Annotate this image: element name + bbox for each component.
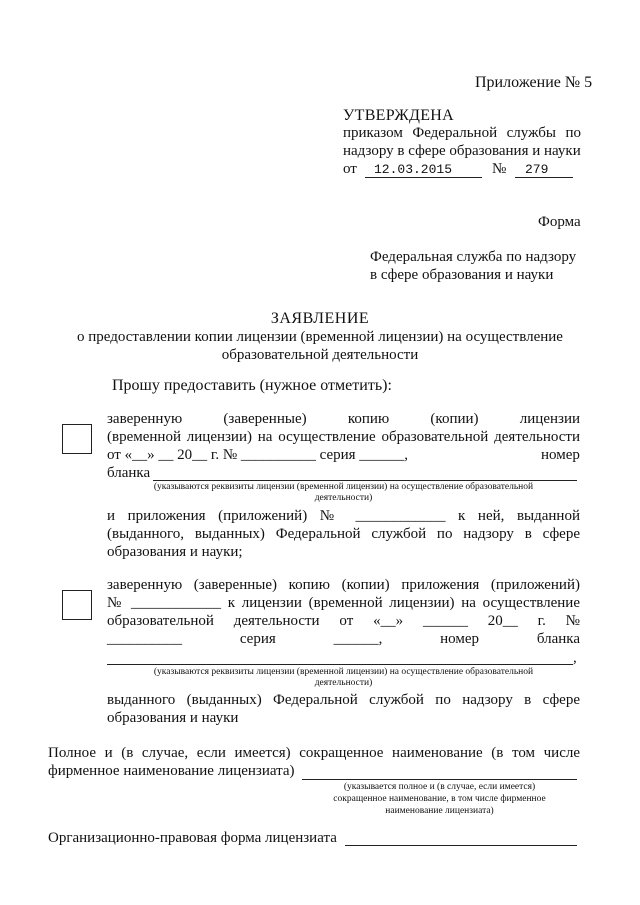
order-date: 12.03.2015 (374, 162, 453, 177)
option1-line-6: (выданного, выданных) Федеральной службой по надзору в сфере (107, 526, 580, 542)
order-number-sign: № (492, 161, 507, 177)
form-label: Форма (538, 214, 581, 230)
licensee-name-hint-2: сокращенное наименование, в том числе фирменное (333, 794, 546, 804)
order-line-1: приказом Федеральной службы по (343, 125, 581, 141)
order-date-prefix: от (343, 161, 357, 177)
option1-number-label: номер (541, 447, 580, 463)
document-subtitle-2: образовательной деятельности (221, 347, 419, 363)
option1-line-2: (временной лицензии) на осуществление образовательной деятельности (107, 429, 580, 445)
order-date-underline (365, 177, 482, 178)
option1-hint-1: (указываются реквизиты лицензии (временной лицензии) на осуществление образовательной (153, 482, 534, 492)
licensee-name-line-2: фирменное наименование лицензиата) (48, 763, 295, 779)
licensee-name-hint-1: (указывается полное и (в случае, если имеется) (343, 782, 536, 792)
option2-line-5: выданного (выданных) Федеральной службой по надзору в сфере (107, 692, 580, 708)
option1-checkbox[interactable] (62, 424, 92, 454)
option2-field-comma: , (573, 650, 577, 666)
option1-blank-label: бланка (107, 465, 151, 481)
legal-form-label: Организационно-правовая форма лицензиата (48, 830, 337, 846)
option2-requisites-field[interactable] (107, 664, 573, 665)
order-number: 279 (525, 162, 549, 177)
option1-line-3: от «__» __ 20__ г. № __________ серия ______, (107, 447, 409, 463)
option1-line-5: и приложения (приложений) № ____________ к ней, выданной (107, 508, 580, 524)
order-line-2: надзору в сфере образования и науки (343, 143, 581, 159)
order-number-underline (515, 177, 573, 178)
approved-label: УТВЕРЖДЕНА (343, 107, 455, 124)
option1-line-1: заверенную (заверенные) копию (копии) лицензии (107, 411, 580, 427)
authority-line-2: в сфере образования и науки (370, 267, 554, 283)
licensee-name-line-1: Полное и (в случае, если имеется) сокращенное наименование (в том числе (48, 745, 580, 761)
licensee-name-field[interactable] (302, 779, 577, 780)
licensee-name-hint-3: наименование лицензиата) (385, 806, 494, 816)
authority-line-1: Федеральная служба по надзору (370, 249, 577, 265)
document-subtitle-1: о предоставлении копии лицензии (временной лицензии) на осуществление (77, 329, 563, 345)
appendix-label: Приложение № 5 (475, 74, 593, 91)
option2-hint-2: деятельности) (314, 678, 373, 688)
document-title: ЗАЯВЛЕНИЕ (270, 310, 370, 327)
option2-line-4: __________ серия ______, номер бланка (107, 631, 580, 647)
option2-checkbox[interactable] (62, 590, 92, 620)
option1-requisites-field[interactable] (153, 480, 577, 481)
option2-hint-1: (указываются реквизиты лицензии (временной лицензии) на осуществление образовательной (153, 667, 534, 677)
option1-hint-2: деятельности) (314, 493, 373, 503)
option1-line-7: образования и науки; (107, 544, 243, 560)
legal-form-field[interactable] (345, 845, 577, 846)
option2-line-1: заверенную (заверенные) копию (копии) приложения (приложений) (107, 577, 580, 593)
request-intro: Прошу предоставить (нужное отметить): (112, 377, 392, 394)
option2-line-2: № ____________ к лицензии (временной лицензии) на осуществление (107, 595, 580, 611)
option2-line-6: образования и науки (107, 710, 239, 726)
option2-line-3: образовательной деятельности от «__» ______ 20__ г. № (107, 613, 580, 629)
